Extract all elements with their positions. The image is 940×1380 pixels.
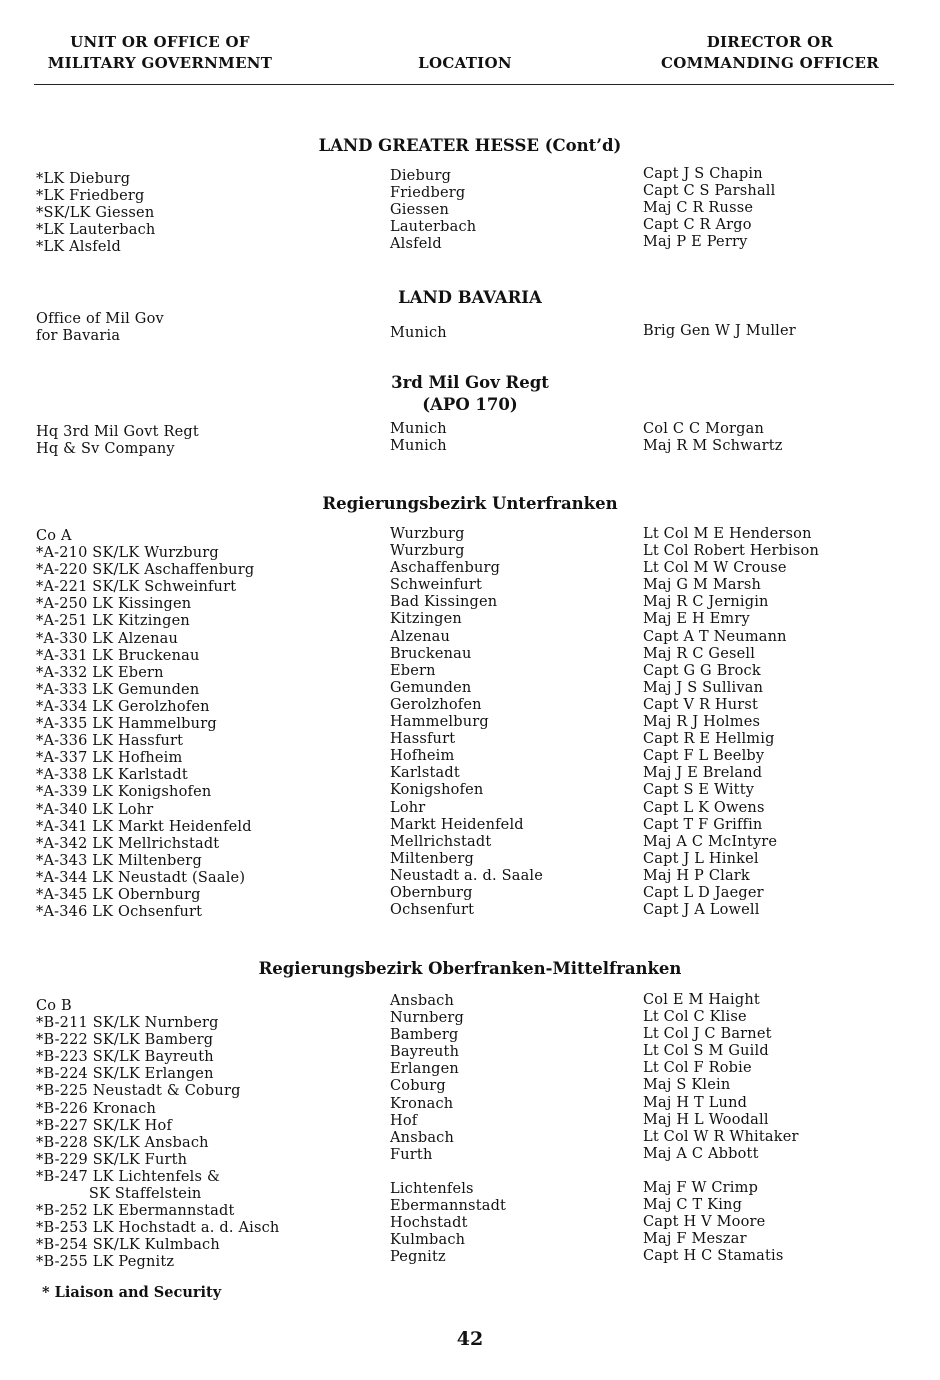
oberfranken-unit-line: *B-253 LK Hochstadt a. d. Aisch bbox=[36, 1220, 280, 1237]
director-header-line1: DIRECTOR OR bbox=[706, 33, 834, 51]
oberfranken-officer-line: Maj H T Lund bbox=[643, 1094, 748, 1111]
hesse-locations bbox=[390, 168, 476, 253]
unterfranken-location-line: Bad Kissingen bbox=[390, 594, 498, 611]
oberfranken-location-line: Ansbach bbox=[390, 1129, 455, 1146]
oberfranken-unit-line: *B-254 SK/LK Kulmbach bbox=[36, 1237, 220, 1254]
unterfranken-officer-line: Maj E H Emry bbox=[643, 611, 750, 628]
oberfranken-unit-line: *B-222 SK/LK Bamberg bbox=[36, 1032, 214, 1049]
unterfranken-officer-line: Capt L D Jaeger bbox=[643, 884, 764, 901]
oberfranken-officer-line: Maj S Klein bbox=[643, 1077, 731, 1094]
unterfranken-officer-line: Maj J E Breland bbox=[643, 765, 763, 782]
unterfranken-location-line: Obernburg bbox=[390, 884, 473, 901]
footnote: * Liaison and Security bbox=[42, 1284, 222, 1301]
oberfranken-officer-line: Lt Col W R Whitaker bbox=[643, 1128, 799, 1145]
unterfranken-location-line: Konigshofen bbox=[390, 782, 484, 799]
unterfranken-unit-line: *A-340 LK Lohr bbox=[36, 801, 154, 818]
hesse-unit-line: *LK Friedberg bbox=[36, 188, 145, 205]
section-title-unterfranken bbox=[0, 493, 940, 515]
unterfranken-location-line: Gerolzhofen bbox=[390, 696, 482, 713]
unterfranken-unit-line: *A-346 LK Ochsenfurt bbox=[36, 904, 203, 921]
hesse-location-line: Dieburg bbox=[390, 168, 452, 184]
oberfranken-location-line: Bamberg bbox=[390, 1027, 459, 1044]
oberfranken-location-line: Hof bbox=[390, 1112, 418, 1129]
unterfranken-location-line: Hassfurt bbox=[390, 731, 456, 748]
oberfranken-unit-line: *B-252 LK Ebermannstadt bbox=[36, 1203, 235, 1220]
unterfranken-officer-line: Capt S E Witty bbox=[643, 782, 755, 799]
oberfranken-location-line: Hochstadt bbox=[390, 1215, 468, 1232]
hesse-officer-line: Maj C R Russe bbox=[643, 200, 754, 217]
regt-officer-line: Col C C Morgan bbox=[643, 421, 765, 437]
unterfranken-unit-line: *A-344 LK Neustadt (Saale) bbox=[36, 869, 246, 886]
oberfranken-units bbox=[36, 998, 279, 1272]
column-header-director bbox=[655, 32, 885, 74]
unterfranken-officer-line: Maj R C Gesell bbox=[643, 645, 756, 662]
unterfranken-unit-line: *A-250 LK Kissingen bbox=[36, 596, 192, 613]
unterfranken-title: Regierungsbezirk Unterfranken bbox=[322, 494, 618, 513]
unterfranken-location-line: Alzenau bbox=[390, 628, 451, 645]
oberfranken-officer-line: Capt H V Moore bbox=[643, 1214, 766, 1231]
oberfranken-unit-line: *B-225 Neustadt & Coburg bbox=[36, 1083, 241, 1100]
regt-title-line2: (APO 170) bbox=[422, 395, 518, 414]
unterfranken-unit-line: *A-331 LK Bruckenau bbox=[36, 647, 200, 664]
oberfranken-location-line: Coburg bbox=[390, 1078, 446, 1095]
unterfranken-officer-line: Capt G G Brock bbox=[643, 662, 761, 679]
header-rule bbox=[34, 84, 894, 85]
oberfranken-location-line: Bayreuth bbox=[390, 1044, 460, 1061]
hesse-unit-line: *SK/LK Giessen bbox=[36, 205, 155, 222]
bavaria-location-line: Munich bbox=[390, 325, 447, 341]
hesse-officer-line: Capt C S Parshall bbox=[643, 183, 776, 200]
hesse-location-line: Alsfeld bbox=[390, 236, 442, 253]
unterfranken-location-line: Lohr bbox=[390, 799, 426, 816]
oberfranken-officer-line: Lt Col S M Guild bbox=[643, 1043, 769, 1060]
hesse-location-line: Giessen bbox=[390, 202, 450, 219]
unit-header-line2: MILITARY GOVERNMENT bbox=[47, 54, 273, 72]
unterfranken-officer-line: Capt F L Beelby bbox=[643, 748, 765, 765]
oberfranken-officer-line: Lt Col F Robie bbox=[643, 1060, 752, 1077]
oberfranken-officer-line: Maj A C Abbott bbox=[643, 1145, 759, 1162]
oberfranken-officer-line: Maj C T King bbox=[643, 1197, 743, 1214]
hesse-title: LAND GREATER HESSE (Cont’d) bbox=[318, 136, 622, 155]
unterfranken-location-line: Hammelburg bbox=[390, 714, 489, 731]
section-title-oberfranken bbox=[0, 958, 940, 980]
oberfranken-location-line: Furth bbox=[390, 1146, 433, 1163]
oberfranken-location-line: Nurnberg bbox=[390, 1010, 464, 1027]
section-title-regt bbox=[0, 372, 940, 416]
oberfranken-unit-line: *B-228 SK/LK Ansbach bbox=[36, 1134, 209, 1151]
column-header-location: LOCATION bbox=[418, 54, 512, 72]
regt-locations bbox=[390, 421, 447, 455]
oberfranken-unit-line: *B-247 LK Lichtenfels & bbox=[36, 1168, 221, 1185]
unterfranken-officer-line: Capt A T Neumann bbox=[643, 628, 787, 645]
unterfranken-location-line: Miltenberg bbox=[390, 850, 474, 867]
regt-location-line: Munich bbox=[390, 421, 447, 437]
hesse-units bbox=[36, 171, 155, 256]
oberfranken-officer-line: Col E M Haight bbox=[643, 992, 760, 1008]
hesse-unit-line: *LK Dieburg bbox=[36, 171, 131, 187]
hesse-officer-line: Capt C R Argo bbox=[643, 217, 752, 234]
unterfranken-officer-line: Maj G M Marsh bbox=[643, 577, 762, 594]
unterfranken-location-line: Gemunden bbox=[390, 679, 472, 696]
unterfranken-unit-line: *A-338 LK Karlstadt bbox=[36, 767, 188, 784]
section-title-bavaria bbox=[0, 287, 940, 309]
bavaria-officer-line: Brig Gen W J Muller bbox=[643, 323, 796, 339]
oberfranken-officer-line: Lt Col C Klise bbox=[643, 1009, 747, 1026]
oberfranken-unit-line: *B-229 SK/LK Furth bbox=[36, 1151, 188, 1168]
unit-header-line1: UNIT OR OFFICE OF bbox=[70, 33, 250, 51]
oberfranken-location-line: Kulmbach bbox=[390, 1232, 466, 1249]
oberfranken-location-line: Ebermannstadt bbox=[390, 1198, 507, 1215]
hesse-unit-line: *LK Alsfeld bbox=[36, 239, 121, 256]
unterfranken-officer-line: Lt Col Robert Herbison bbox=[643, 543, 819, 560]
unterfranken-officer-line: Capt T F Griffin bbox=[643, 816, 763, 833]
hesse-unit-line: *LK Lauterbach bbox=[36, 222, 156, 239]
section-title-hesse bbox=[0, 135, 940, 157]
unterfranken-unit-line: *A-337 LK Hofheim bbox=[36, 750, 183, 767]
oberfranken-unit-line: Co B bbox=[36, 998, 72, 1014]
unterfranken-units bbox=[36, 528, 254, 921]
unterfranken-officer-line: Capt V R Hurst bbox=[643, 696, 759, 713]
unterfranken-officers bbox=[643, 526, 819, 919]
unterfranken-locations bbox=[390, 526, 543, 919]
oberfranken-unit-line: *B-226 Kronach bbox=[36, 1100, 157, 1117]
unterfranken-unit-line: *A-336 LK Hassfurt bbox=[36, 733, 184, 750]
oberfranken-unit-line: SK Staffelstein bbox=[36, 1186, 202, 1203]
unterfranken-unit-line: *A-251 LK Kitzingen bbox=[36, 613, 190, 630]
unterfranken-unit-line: Co A bbox=[36, 528, 72, 544]
unterfranken-location-line: Neustadt a. d. Saale bbox=[390, 867, 544, 884]
unterfranken-officer-line: Maj R C Jernigin bbox=[643, 594, 769, 611]
unterfranken-location-line: Wurzburg bbox=[390, 526, 465, 542]
oberfranken-locations bbox=[390, 993, 506, 1267]
oberfranken-location-line: Lichtenfels bbox=[390, 1181, 474, 1198]
unterfranken-unit-line: *A-341 LK Markt Heidenfeld bbox=[36, 818, 252, 835]
unterfranken-location-line: Ochsenfurt bbox=[390, 902, 475, 919]
regt-unit-line: Hq & Sv Company bbox=[36, 441, 175, 458]
unterfranken-location-line: Markt Heidenfeld bbox=[390, 816, 524, 833]
oberfranken-location-line: Ansbach bbox=[390, 993, 455, 1009]
bavaria-unit-line: for Bavaria bbox=[36, 328, 121, 345]
oberfranken-location-line: Pegnitz bbox=[390, 1249, 446, 1266]
unterfranken-officer-line: Capt J A Lowell bbox=[643, 902, 760, 919]
unterfranken-location-line: Mellrichstadt bbox=[390, 833, 492, 850]
hesse-location-line: Friedberg bbox=[390, 185, 466, 202]
unterfranken-unit-line: *A-334 LK Gerolzhofen bbox=[36, 698, 210, 715]
oberfranken-unit-line: *B-227 SK/LK Hof bbox=[36, 1117, 173, 1134]
bavaria-units bbox=[36, 311, 164, 345]
oberfranken-unit-line: *B-211 SK/LK Nurnberg bbox=[36, 1015, 219, 1032]
unterfranken-location-line: Schweinfurt bbox=[390, 577, 483, 594]
director-header-line2: COMMANDING OFFICER bbox=[661, 54, 879, 72]
unterfranken-unit-line: *A-210 SK/LK Wurzburg bbox=[36, 545, 219, 562]
unterfranken-officer-line: Capt L K Owens bbox=[643, 799, 765, 816]
unterfranken-location-line: Aschaffenburg bbox=[390, 560, 501, 577]
unterfranken-location-line: Wurzburg bbox=[390, 543, 465, 560]
unterfranken-location-line: Bruckenau bbox=[390, 645, 472, 662]
unterfranken-officer-line: Capt R E Hellmig bbox=[643, 731, 775, 748]
oberfranken-officer-line: Capt H C Stamatis bbox=[643, 1248, 784, 1265]
regt-officers bbox=[643, 421, 783, 455]
unterfranken-unit-line: *A-332 LK Ebern bbox=[36, 664, 164, 681]
unterfranken-officer-line: Lt Col M W Crouse bbox=[643, 560, 787, 577]
hesse-officer-line: Capt J S Chapin bbox=[643, 166, 763, 182]
oberfranken-officer-line: Maj F Meszar bbox=[643, 1231, 747, 1248]
oberfranken-officers bbox=[643, 992, 799, 1266]
unterfranken-officer-line: Maj J S Sullivan bbox=[643, 679, 764, 696]
bavaria-officers bbox=[643, 323, 796, 340]
oberfranken-location-line bbox=[390, 1164, 506, 1181]
page-number: 42 bbox=[456, 1328, 484, 1350]
oberfranken-location-line: Kronach bbox=[390, 1095, 454, 1112]
hesse-location-line: Lauterbach bbox=[390, 219, 477, 236]
unterfranken-officer-line: Maj A C McIntyre bbox=[643, 833, 778, 850]
unterfranken-officer-line: Capt J L Hinkel bbox=[643, 850, 759, 867]
bavaria-title: LAND BAVARIA bbox=[398, 288, 542, 307]
unterfranken-location-line: Karlstadt bbox=[390, 765, 460, 782]
unterfranken-officer-line: Maj R J Holmes bbox=[643, 714, 761, 731]
unterfranken-location-line: Ebern bbox=[390, 662, 436, 679]
bavaria-locations bbox=[390, 325, 447, 342]
regt-location-line: Munich bbox=[390, 438, 447, 455]
unterfranken-unit-line: *A-342 LK Mellrichstadt bbox=[36, 835, 220, 852]
oberfranken-officer-line bbox=[643, 1163, 799, 1180]
unterfranken-unit-line: *A-220 SK/LK Aschaffenburg bbox=[36, 562, 255, 579]
unterfranken-unit-line: *A-221 SK/LK Schweinfurt bbox=[36, 579, 237, 596]
regt-title-line1: 3rd Mil Gov Regt bbox=[391, 373, 549, 392]
unterfranken-unit-line: *A-339 LK Konigshofen bbox=[36, 784, 212, 801]
oberfranken-officer-line: Lt Col J C Barnet bbox=[643, 1026, 772, 1043]
oberfranken-location-line: Erlangen bbox=[390, 1061, 459, 1078]
unterfranken-location-line: Kitzingen bbox=[390, 611, 462, 628]
oberfranken-officer-line: Maj H L Woodall bbox=[643, 1111, 769, 1128]
regt-unit-line: Hq 3rd Mil Govt Regt bbox=[36, 424, 199, 440]
unterfranken-officer-line: Maj H P Clark bbox=[643, 867, 750, 884]
oberfranken-unit-line: *B-255 LK Pegnitz bbox=[36, 1254, 175, 1271]
column-header-unit bbox=[35, 32, 285, 74]
unterfranken-unit-line: *A-330 LK Alzenau bbox=[36, 630, 179, 647]
unterfranken-unit-line: *A-333 LK Gemunden bbox=[36, 681, 200, 698]
unterfranken-officer-line: Lt Col M E Henderson bbox=[643, 526, 812, 542]
unterfranken-unit-line: *A-345 LK Obernburg bbox=[36, 886, 201, 903]
oberfranken-unit-line: *B-224 SK/LK Erlangen bbox=[36, 1066, 214, 1083]
oberfranken-title: Regierungsbezirk Oberfranken-Mittelfranken bbox=[258, 959, 682, 978]
unterfranken-unit-line: *A-343 LK Miltenberg bbox=[36, 852, 202, 869]
hesse-officers bbox=[643, 166, 775, 251]
regt-units bbox=[36, 424, 199, 458]
bavaria-unit-line: Office of Mil Gov bbox=[36, 311, 164, 327]
hesse-officer-line: Maj P E Perry bbox=[643, 234, 748, 251]
oberfranken-unit-line: *B-223 SK/LK Bayreuth bbox=[36, 1049, 214, 1066]
unterfranken-unit-line: *A-335 LK Hammelburg bbox=[36, 716, 217, 733]
regt-officer-line: Maj R M Schwartz bbox=[643, 438, 783, 455]
unterfranken-location-line: Hofheim bbox=[390, 748, 455, 765]
oberfranken-officer-line: Maj F W Crimp bbox=[643, 1180, 759, 1197]
